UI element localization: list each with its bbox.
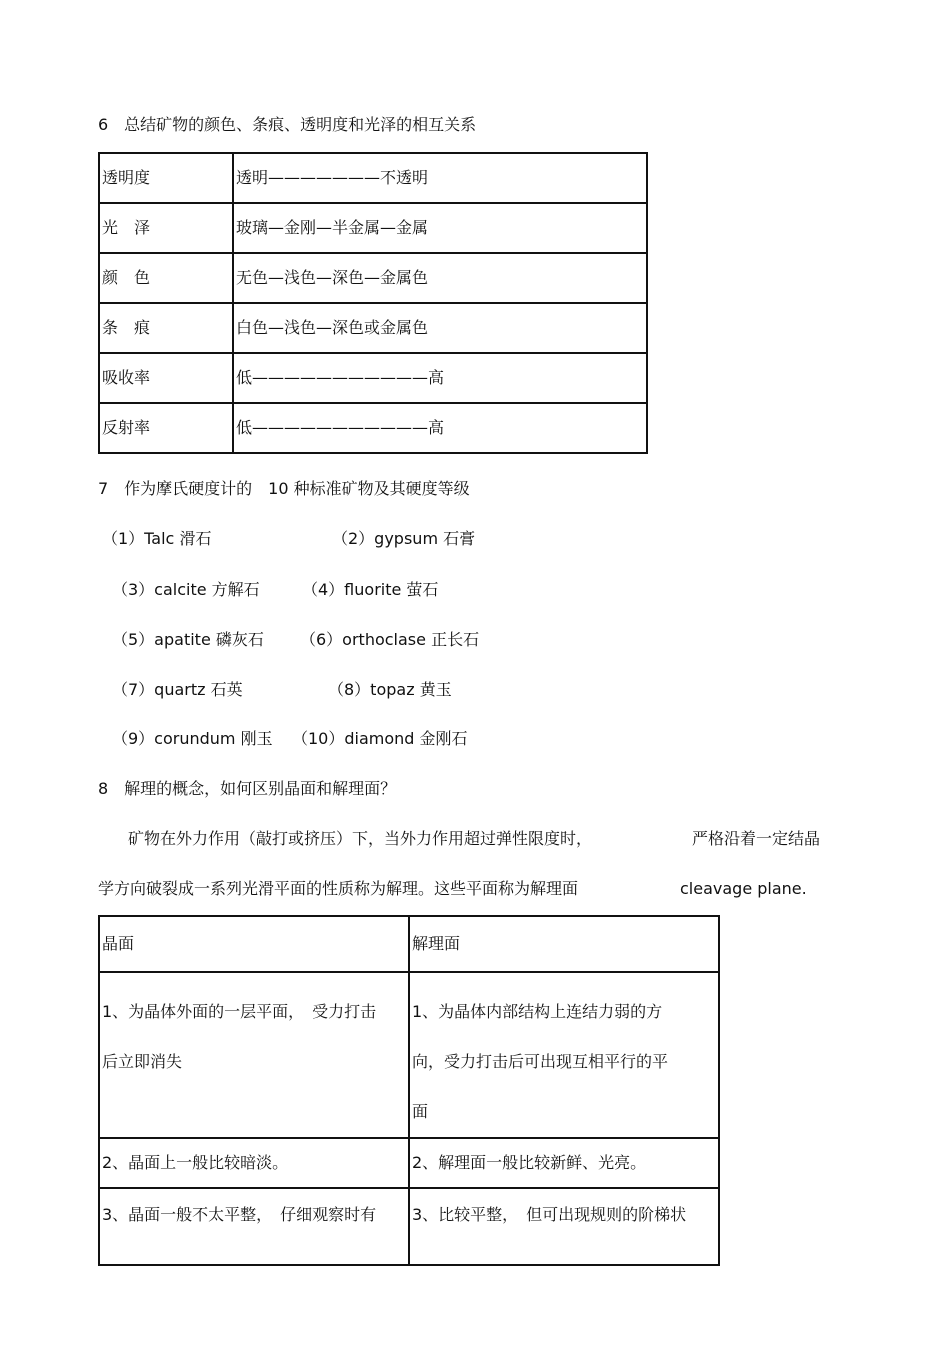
- table-row: [99, 972, 719, 1138]
- table-row: [99, 203, 647, 253]
- row-value: 白色—浅色—深色或金属色: [233, 303, 647, 353]
- table-row: [99, 153, 647, 203]
- row-value: 玻璃—金刚—半金属—金属: [233, 203, 647, 253]
- column-header: 晶面: [99, 916, 409, 972]
- cell-text: 1、为晶体内部结构上连结力弱的方: [412, 1002, 663, 1021]
- row-label: 吸收率: [99, 353, 233, 403]
- cell-text: 1、为晶体外面的一层平面， 受力打击: [102, 1002, 377, 1021]
- mohs-item: （7）quartz 石英: [112, 680, 243, 699]
- row-label: 颜 色: [99, 253, 233, 303]
- paragraph-line: cleavage plane.: [680, 879, 807, 898]
- column-header: 解理面: [409, 916, 719, 972]
- mohs-item: （4）fluorite 萤石: [302, 580, 439, 599]
- row-value: 低———————————高: [233, 403, 647, 453]
- table-cell: [409, 972, 719, 1138]
- properties-table: [98, 152, 648, 454]
- row-label: 条 痕: [99, 303, 233, 353]
- cell-text: 向，受力打击后可出现互相平行的平: [412, 1052, 669, 1071]
- mohs-item: （10）diamond 金刚石: [292, 729, 468, 748]
- mohs-item: （6）orthoclase 正长石: [300, 630, 480, 649]
- row-value: 无色—浅色—深色—金属色: [233, 253, 647, 303]
- paragraph-line: 学方向破裂成一系列光滑平面的性质称为解理。这些平面称为解理面: [98, 879, 579, 898]
- paragraph-line: 严格沿着一定结晶: [692, 829, 821, 848]
- table-cell: 3、比较平整， 但可出现规则的阶梯状: [409, 1188, 719, 1265]
- table-cell: 2、晶面上一般比较暗淡。: [99, 1138, 409, 1188]
- row-value: 低———————————高: [233, 353, 647, 403]
- row-label: 反射率: [99, 403, 233, 453]
- section-8-title: 8 解理的概念，如何区别晶面和解理面？: [98, 779, 397, 798]
- mohs-item: （9）corundum 刚玉: [112, 729, 273, 748]
- mohs-item: （2）gypsum 石膏: [332, 529, 476, 548]
- table-row: [99, 403, 647, 453]
- table-row: [99, 253, 647, 303]
- row-value: 透明———————不透明: [233, 153, 647, 203]
- table-row: [99, 353, 647, 403]
- table-row: [99, 1188, 719, 1265]
- table-cell: 2、解理面一般比较新鲜、光亮。: [409, 1138, 719, 1188]
- comparison-table: [98, 915, 720, 1266]
- row-label: 透明度: [99, 153, 233, 203]
- table-cell: 3、晶面一般不太平整， 仔细观察时有: [99, 1188, 409, 1265]
- cell-text: 后立即消失: [102, 1052, 183, 1071]
- section-6-title: 6 总结矿物的颜色、条痕、透明度和光泽的相互关系: [98, 115, 477, 134]
- mohs-item: （5）apatite 磷灰石: [112, 630, 264, 649]
- table-row: [99, 303, 647, 353]
- table-cell: [99, 972, 409, 1138]
- mohs-item: （8）topaz 黄玉: [328, 680, 452, 699]
- section-7-title: 7 作为摩氏硬度计的 10 种标准矿物及其硬度等级: [98, 479, 470, 498]
- table-row: [99, 1138, 719, 1188]
- row-label: 光 泽: [99, 203, 233, 253]
- mohs-item: （3）calcite 方解石: [112, 580, 260, 599]
- mohs-item: （1）Talc 滑石: [102, 529, 212, 548]
- paragraph-line: 矿物在外力作用（敲打或挤压）下，当外力作用超过弹性限度时，: [128, 829, 593, 848]
- cell-text: 面: [412, 1102, 429, 1121]
- table-header-row: [99, 916, 719, 972]
